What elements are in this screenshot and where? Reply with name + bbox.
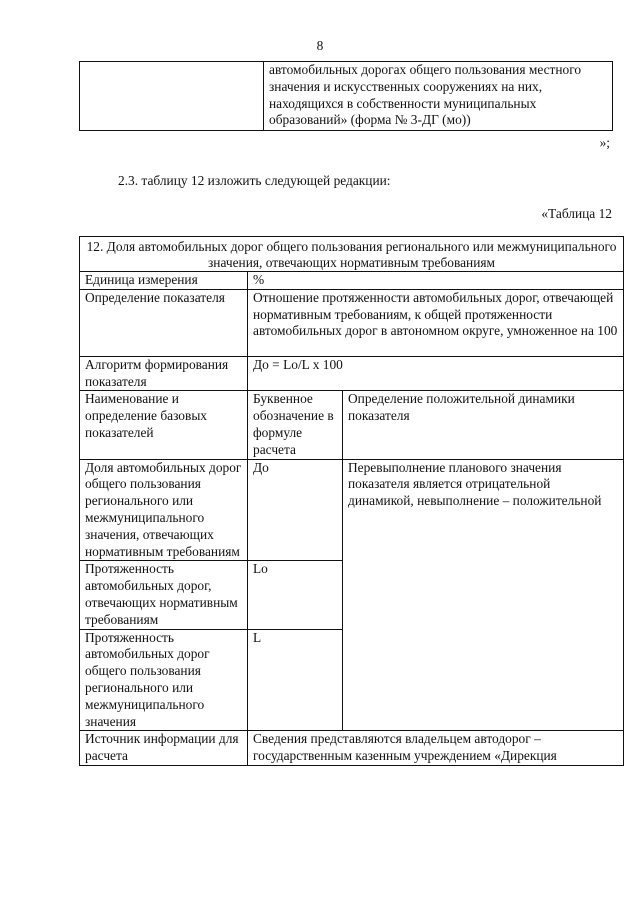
algorithm-label: Алгоритм формирования показателя [80,356,248,391]
base-name: Протяженность автомобильных дорог, отвечающих нормативным требованиям [80,561,248,629]
amendment-instruction: 2.3. таблицу 12 изложить следующей редакции: [118,173,391,188]
table-row [80,272,624,290]
definition-label: Определение показателя [80,289,248,356]
indicator-table [79,236,624,766]
dynamics-text: Перевыполнение планового значения показателя является отрицательной динамикой, невыполнение – положительной [343,459,624,731]
table-row [80,356,624,391]
source-value: Сведения представляются владельцем автодорог – государственным казенным учреждением «Дирекция [248,731,624,766]
unit-value: % [248,272,624,290]
base-symbol: До [248,459,343,561]
table-row [80,237,624,272]
unit-label: Единица измерения [80,272,248,290]
continuation-table [79,61,613,131]
table-row [80,289,624,356]
algorithm-value: До = Lo/L х 100 [248,356,624,391]
table-row [80,391,624,459]
table-title: 12. Доля автомобильных дорог общего пользования регионального или межмуниципального значения, отвечающих нормативным требованиям [80,237,624,272]
source-label: Источник информации для расчета [80,731,248,766]
table-row [80,459,624,561]
base-name: Доля автомобильных дорог общего пользования регионального или межмуниципального значения, отвечающих нормативным требованиям [80,459,248,561]
page-number: 8 [316,38,324,53]
header-dynamics: Определение положительной динамики показателя [343,391,624,459]
table-row [80,731,624,766]
definition-value: Отношение протяженности автомобильных дорог, отвечающей нормативным требованиям, к общей протяженности автомобильных дорог в автономном округе, умноженное на 100 [248,289,624,356]
table-label: «Таблица 12 [541,206,612,221]
base-symbol: L [248,629,343,731]
table-row [80,62,613,131]
header-symbol: Буквенное обозначение в формуле расчета [248,391,343,459]
base-symbol: Lo [248,561,343,629]
continuation-text: автомобильных дорогах общего пользования местного значения и искусственных сооружениях на них, находящихся в собственности муниципальных образований» (форма № 3-ДГ (мо)) [264,62,613,131]
continuation-empty-cell [80,62,264,131]
base-name: Протяженность автомобильных дорог общего пользования регионального или межмуниципального значения [80,629,248,731]
header-base-name: Наименование и определение базовых показателей [80,391,248,459]
closing-quote: »; [599,135,610,150]
